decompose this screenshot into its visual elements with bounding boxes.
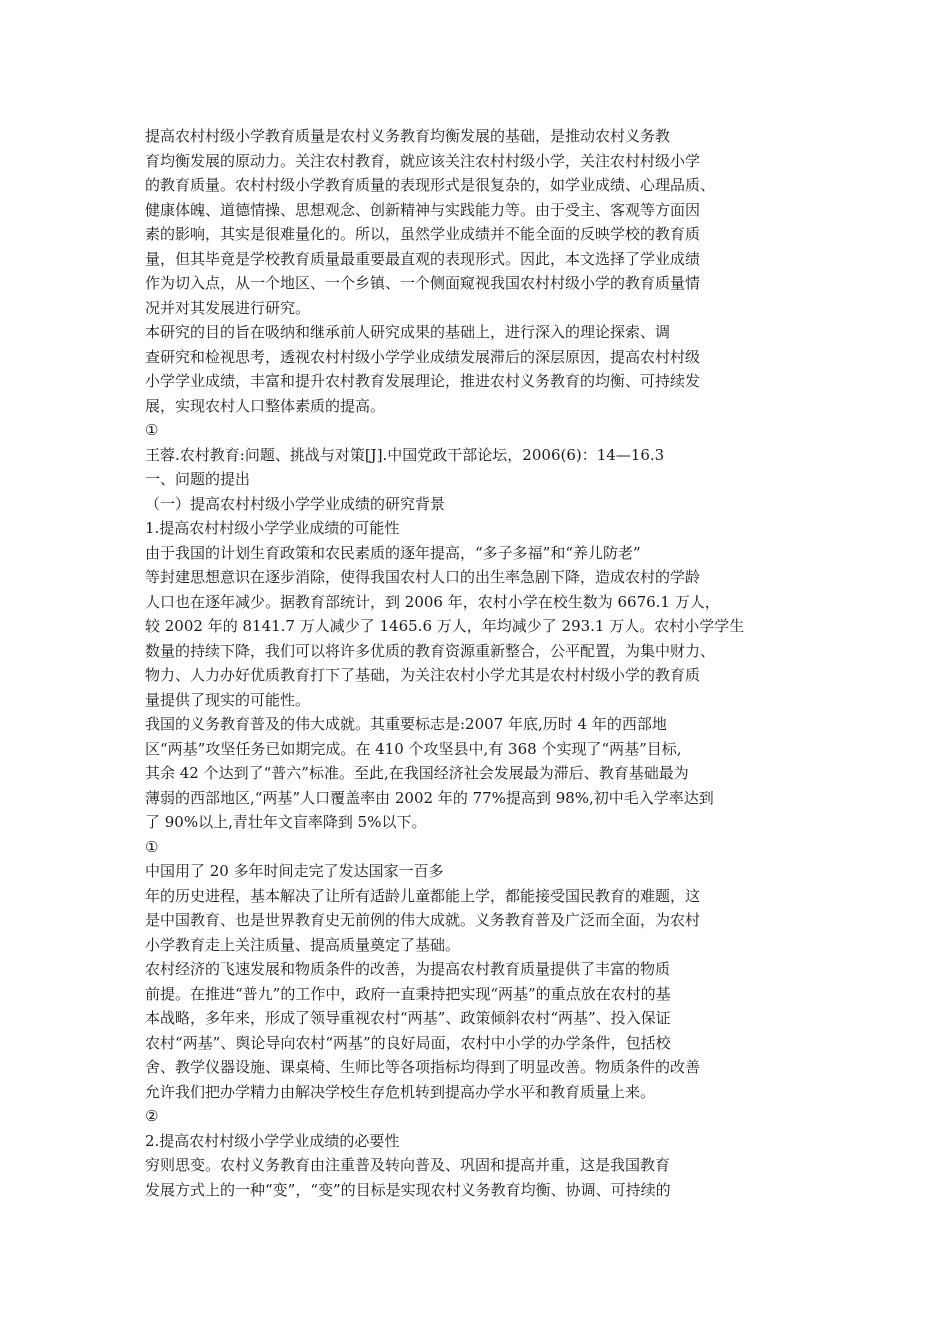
text-line: 本研究的目的旨在吸纳和继承前人研究成果的基础上，进行深入的理论探索、调	[145, 323, 671, 341]
text-line: 王蓉.农村教育:问题、挑战与对策[J].中国党政干部论坛，2006(6)：14—16.3	[145, 445, 665, 464]
text-line: 人口也在逐年减少。据教育部统计，到 2006 年，农村小学在校生数为 6676.1 万人，	[145, 592, 720, 611]
text-line: ①	[145, 421, 159, 439]
text-line: 农村“两基”、舆论导向农村“两基”的良好局面，农村中小学的办学条件，包括校	[145, 1033, 671, 1052]
text-line: 2.提高农村村级小学学业成绩的必要性	[145, 1131, 400, 1150]
text-line: 数量的持续下降，我们可以将许多优质的教育资源重新整合，公平配置，为集中财力、	[145, 641, 716, 660]
text-line: 况并对其发展进行研究。	[145, 298, 311, 317]
text-line: 提高农村村级小学教育质量是农村义务教育均衡发展的基础，是推动农村义务教	[145, 127, 671, 145]
text-line: 展，实现农村人口整体素质的提高。	[145, 396, 386, 415]
text-line: 发展方式上的一种“变”，“变”的目标是实现农村义务教育均衡、协调、可持续的	[145, 1180, 671, 1199]
text-line: 区“两基”攻坚任务已如期完成。在 410 个攻坚县中,有 368 个实现了“两基”目标,	[145, 739, 682, 758]
text-line: 量，但其毕竟是学校教育质量最重要最直观的表现形式。因此，本文选择了学业成绩	[145, 249, 701, 268]
text-line: 中国用了 20 多年时间走完了发达国家一百多	[145, 862, 444, 880]
text-line: 1.提高农村村级小学学业成绩的可能性	[145, 519, 400, 537]
text-line: 由于我国的计划生育政策和农民素质的逐年提高，“多子多福”和“养儿防老”	[145, 543, 641, 562]
text-line: 穷则思变。农村义务教育由注重普及转向普及、巩固和提高并重，这是我国教育	[145, 1156, 671, 1174]
text-line: 薄弱的西部地区,“两基”人口覆盖率由 2002 年的 77%提高到 98%,初中毛入学率达到	[145, 788, 714, 807]
text-line: ②	[145, 1107, 159, 1125]
text-line: 我国的义务教育普及的伟大成就。其重要标志是:2007 年底,历时 4 年的西部地	[145, 715, 667, 733]
text-line: 本战略，多年来，形成了领导重视农村“两基”、政策倾斜农村“两基”、投入保证	[145, 1009, 671, 1027]
text-line: 其余 42 个达到了“普六”标准。至此,在我国经济社会发展最为滞后、教育基础最为	[145, 764, 689, 782]
text-line: 前提。在推进“普九”的工作中，政府一直秉持把实现“两基”的重点放在农村的基	[145, 984, 671, 1003]
text-line: 小学学业成绩，丰富和提升农村教育发展理论，推进农村义务教育的均衡、可持续发	[145, 372, 701, 390]
text-line: 允许我们把办学精力由解决学校生存危机转到提高办学水平和教育质量上来。	[145, 1082, 656, 1101]
text-line: 素的影响，其实是很难量化的。所以，虽然学业成绩并不能全面的反映学校的教育质	[145, 225, 701, 243]
text-line: 较 2002 年的 8141.7 万人减少了 1465.6 万人，年均减少了 293.1 万人。农村小学学生	[145, 617, 745, 635]
text-line: 一、问题的提出	[145, 470, 251, 488]
text-line: 等封建思想意识在逐步消除，使得我国农村人口的出生率急剧下降，造成农村的学龄	[145, 568, 701, 586]
text-line: 了 90%以上,青壮年文盲率降到 5%以下。	[145, 813, 427, 831]
text-line: 是中国教育、也是世界教育史无前例的伟大成就。义务教育普及广泛而全面，为农村	[145, 911, 701, 929]
text-line: 舍、教学仪器设施、课桌椅、生师比等各项指标均得到了明显改善。物质条件的改善	[145, 1058, 701, 1076]
text-line: 农村经济的飞速发展和物质条件的改善，为提高农村教育质量提供了丰富的物质	[145, 960, 671, 978]
text-line: 育均衡发展的原动力。关注农村教育，就应该关注农村村级小学，关注农村村级小学	[145, 151, 701, 170]
text-line: 物力、人力办好优质教育打下了基础，为关注农村小学尤其是农村村级小学的教育质	[145, 666, 701, 684]
text-line: 量提供了现实的可能性。	[145, 690, 311, 709]
text-line: 年的历史进程，基本解决了让所有适龄儿童都能上学，都能接受国民教育的难题，这	[145, 886, 701, 905]
text-line: 作为切入点，从一个地区、一个乡镇、一个侧面窥视我国农村村级小学的教育质量情	[145, 274, 701, 292]
text-line: 小学教育走上关注质量、提高质量奠定了基础。	[145, 935, 461, 954]
text-line: 健康体魄、道德情操、思想观念、创新精神与实践能力等。由于受主、客观等方面因	[145, 200, 701, 219]
text-line: （一）提高农村村级小学学业成绩的研究背景	[145, 494, 446, 513]
text-line: ①	[145, 837, 159, 856]
document-body	[145, 124, 785, 1202]
text-line: 查研究和检视思考，透视农村村级小学学业成绩发展滞后的深层原因，提高农村村级	[145, 347, 701, 366]
text-line: 的教育质量。农村村级小学教育质量的表现形式是很复杂的，如学业成绩、心理品质、	[145, 176, 716, 194]
